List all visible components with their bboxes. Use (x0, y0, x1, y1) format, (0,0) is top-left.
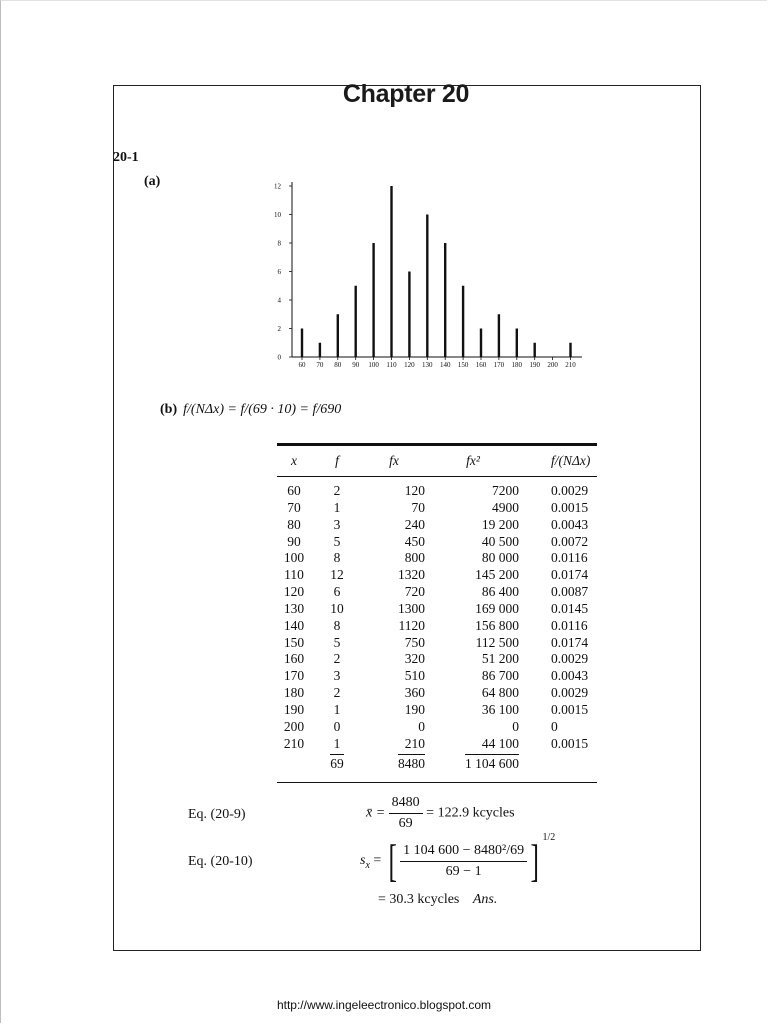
cell-fx2: 7200 (492, 483, 519, 498)
cell-x: 130 (283, 600, 305, 616)
header-fx: fx (389, 452, 399, 468)
cell-fx2: 64 800 (481, 685, 519, 701)
y-tick-label: 12 (274, 182, 281, 191)
cell-fx2: 51 200 (481, 651, 519, 667)
cell-fx2: 112 500 (475, 634, 519, 650)
x-tick-label: 60 (298, 361, 306, 369)
x-tick-label: 70 (316, 361, 324, 369)
cell-fx2: 44 100 (481, 735, 519, 751)
std-denominator: 69 − 1 (445, 863, 482, 879)
bar (337, 314, 339, 357)
cell-f: 8 (333, 617, 341, 633)
footer-url: http://www.ingeleectronico.blogspot.com (276, 998, 492, 1012)
x-tick-label: 90 (352, 361, 360, 369)
chapter-title: Chapter 20 (342, 80, 470, 108)
cell-fx2: 19 200 (481, 516, 519, 532)
x-tick-label: 110 (386, 361, 397, 369)
cell-fx2: 145 200 (475, 567, 519, 583)
total-f-over-ndx (521, 753, 597, 783)
std-result (378, 892, 497, 908)
mean-denominator: 69 (398, 816, 413, 831)
cell-fx2: 156 800 (475, 617, 519, 633)
cell-fx2: 80 000 (481, 550, 519, 566)
y-tick-label: 6 (277, 268, 281, 276)
cell-f: 10 (330, 600, 344, 616)
table-row (277, 500, 597, 517)
x-tick-label: 210 (565, 361, 576, 369)
cell-fx2: 36 100 (481, 701, 519, 717)
cell-fx2: 169 000 (475, 600, 519, 616)
x-tick-label: 120 (404, 361, 415, 369)
bar (390, 186, 392, 357)
x-tick-label: 180 (511, 361, 523, 369)
total-f: 69 (330, 755, 344, 771)
cell-f-over-ndx: 0.0015 (551, 735, 589, 751)
part-b-formula: f/(NΔx) = f/(69 · 10) = f/690 (183, 402, 342, 417)
cell-f: 1 (333, 701, 341, 717)
header-f: f (335, 452, 339, 468)
ans-label: Ans. (472, 892, 498, 907)
cell-x: 60 (287, 483, 301, 498)
cell-f-over-ndx: 0.0072 (551, 533, 589, 549)
mean-numerator: 8480 (389, 795, 423, 814)
table-row (277, 550, 597, 567)
cell-fx: 720 (404, 584, 425, 600)
part-b-label: (b) (160, 402, 178, 417)
header-fx2: fx² (466, 452, 480, 468)
bar (534, 343, 536, 357)
y-tick-label: 2 (277, 325, 281, 333)
cell-f: 6 (333, 584, 341, 600)
cell-x: 160 (283, 651, 305, 667)
bar (498, 314, 500, 357)
frequency-bar-chart (0, 0, 768, 400)
cell-x: 210 (283, 735, 305, 751)
x-tick-label: 170 (493, 361, 505, 369)
mean-result: = 122.9 kcycles (426, 805, 515, 821)
cell-f-over-ndx: 0.0043 (551, 668, 589, 684)
cell-fx: 320 (404, 651, 425, 667)
std-subscript: x (365, 860, 370, 872)
cell-x: 90 (287, 533, 301, 549)
y-tick-label: 8 (277, 239, 281, 248)
bar (480, 329, 482, 358)
cell-x: 100 (283, 550, 305, 566)
cell-fx: 360 (404, 685, 425, 701)
header-x: x (291, 452, 297, 468)
cell-x: 70 (287, 499, 301, 515)
total-x (277, 753, 311, 783)
cell-x: 150 (283, 634, 305, 650)
cell-x: 190 (283, 701, 305, 717)
table-row (277, 477, 597, 500)
cell-fx: 450 (404, 533, 425, 549)
cell-fx: 1300 (398, 600, 425, 616)
cell-f-over-ndx: 0.0174 (551, 634, 589, 650)
y-tick-label: 10 (274, 211, 281, 219)
cell-x: 120 (283, 584, 305, 600)
std-result-value: = 30.3 kcycles (378, 892, 460, 907)
cell-f: 1 (333, 499, 341, 515)
cell-x: 140 (283, 617, 305, 633)
std-fraction (400, 843, 527, 880)
cell-f: 5 (333, 533, 341, 549)
bar (516, 329, 518, 358)
table-row (277, 668, 597, 685)
bar (426, 215, 428, 358)
std-exponent: 1/2 (542, 832, 556, 843)
table-header-row (277, 445, 597, 477)
cell-f-over-ndx: 0.0087 (551, 584, 589, 600)
x-tick-label: 140 (439, 361, 451, 369)
cell-f: 5 (333, 634, 341, 650)
cell-x: 180 (283, 685, 305, 701)
bar (319, 343, 321, 357)
bar (462, 286, 464, 357)
cell-f: 12 (330, 567, 344, 583)
bar (408, 272, 410, 358)
cell-f-over-ndx: 0.0029 (551, 651, 589, 667)
cell-f: 3 (333, 668, 341, 684)
table-row (277, 635, 597, 652)
cell-fx: 510 (404, 668, 425, 684)
bar (355, 286, 357, 357)
cell-f: 3 (333, 516, 341, 532)
cell-x: 200 (283, 718, 305, 734)
cell-f: 2 (333, 651, 341, 667)
cell-fx: 190 (404, 701, 425, 717)
cell-f-over-ndx: 0.0015 (551, 499, 589, 515)
table-row (277, 517, 597, 534)
cell-f-over-ndx: 0.0029 (551, 685, 589, 701)
cell-x: 170 (283, 668, 305, 684)
cell-f: 0 (333, 718, 341, 734)
x-tick-label: 100 (368, 361, 379, 369)
frequency-table (277, 443, 597, 783)
x-tick-label: 200 (547, 361, 558, 369)
eq-20-9-label: Eq. (20-9) (188, 807, 246, 822)
bar (444, 243, 446, 357)
x-tick-label: 130 (422, 361, 433, 369)
table-row (277, 719, 597, 736)
table-row (277, 534, 597, 551)
bar (372, 243, 374, 357)
bar (569, 343, 571, 357)
cell-fx2: 4900 (492, 499, 519, 515)
cell-fx2: 0 (512, 718, 519, 734)
cell-fx: 210 (404, 735, 425, 751)
cell-f: 2 (333, 685, 341, 701)
table-row (277, 601, 597, 618)
bar (301, 329, 303, 358)
mean-equation (366, 795, 515, 832)
cell-f-over-ndx: 0.0029 (551, 483, 589, 498)
total-fx2: 1 104 600 (465, 755, 519, 771)
table-row (277, 584, 597, 601)
table-row (277, 736, 597, 753)
std-lhs: s (360, 853, 366, 869)
table-row (277, 685, 597, 702)
cell-fx2: 86 400 (481, 584, 519, 600)
table-row (277, 567, 597, 584)
cell-fx: 1320 (398, 567, 425, 583)
x-tick-label: 150 (457, 361, 469, 369)
cell-f: 2 (333, 483, 341, 498)
cell-fx: 0 (418, 718, 425, 734)
mean-lhs: x̄ = (366, 805, 386, 821)
totals-row (277, 753, 597, 783)
table-row (277, 618, 597, 635)
total-fx: 8480 (398, 755, 425, 771)
cell-f: 1 (333, 735, 341, 751)
cell-f: 8 (333, 550, 341, 566)
cell-fx: 1120 (398, 617, 425, 633)
cell-fx: 70 (411, 499, 425, 515)
right-bracket: ] (530, 835, 540, 886)
cell-fx2: 86 700 (481, 668, 519, 684)
cell-f-over-ndx: 0.0116 (551, 617, 588, 633)
x-tick-label: 80 (334, 361, 342, 369)
cell-f-over-ndx: 0 (551, 718, 558, 734)
x-tick-label: 160 (475, 361, 487, 369)
cell-f-over-ndx: 0.0145 (551, 600, 589, 616)
mean-fraction (389, 795, 423, 832)
cell-f-over-ndx: 0.0116 (551, 550, 588, 566)
table-row (277, 702, 597, 719)
cell-fx2: 40 500 (481, 533, 519, 549)
cell-fx: 750 (404, 634, 425, 650)
part-b (160, 402, 341, 418)
cell-fx: 800 (404, 550, 425, 566)
cell-fx: 120 (404, 483, 425, 498)
part-a-label: (a) (144, 174, 161, 189)
y-tick-label: 0 (277, 353, 281, 362)
eq-20-10-label: Eq. (20-10) (188, 854, 253, 869)
table-row (277, 651, 597, 668)
cell-f-over-ndx: 0.0015 (551, 701, 589, 717)
cell-f-over-ndx: 0.0174 (551, 567, 589, 583)
std-numerator: 1 104 600 − 8480²/69 (400, 843, 527, 862)
std-equals: = (373, 853, 382, 869)
left-bracket: [ (388, 835, 397, 886)
header-f-over-ndx: f/(NΔx) (551, 452, 591, 468)
cell-x: 80 (287, 516, 301, 532)
std-dev-equation (360, 832, 556, 886)
x-tick-label: 190 (529, 361, 540, 369)
cell-x: 110 (284, 567, 304, 583)
problem-number: 20-1 (113, 150, 139, 165)
y-tick-label: 4 (277, 296, 281, 305)
cell-fx: 240 (404, 516, 425, 532)
cell-f-over-ndx: 0.0043 (551, 516, 589, 532)
